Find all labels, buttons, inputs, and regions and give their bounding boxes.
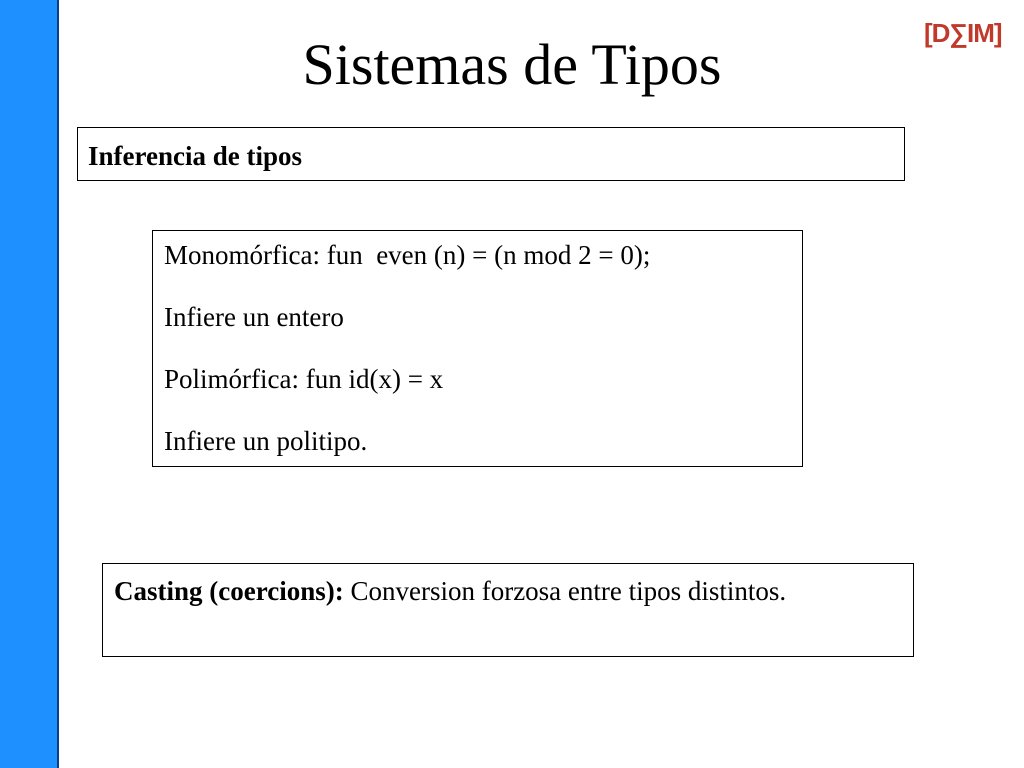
example-line-infers-integer: Infiere un entero bbox=[164, 302, 344, 332]
left-blue-sidebar bbox=[0, 0, 59, 768]
slide-title: Sistemas de Tipos bbox=[302, 32, 722, 97]
example-line-infers-polytype: Infiere un politipo. bbox=[164, 426, 368, 456]
heading-box-text: Inferencia de tipos bbox=[88, 141, 302, 171]
casting-description: Conversion forzosa entre tipos distintos. bbox=[343, 576, 787, 606]
dim-logo: [D∑IM] bbox=[924, 18, 1002, 48]
casting-label: Casting (coercions): bbox=[114, 576, 344, 606]
heading-box bbox=[77, 127, 905, 181]
casting-box bbox=[102, 563, 914, 657]
example-line-polymorphic: Polimórfica: fun id(x) = x bbox=[164, 364, 444, 394]
examples-box bbox=[152, 230, 803, 467]
example-line-monomorphic: Monomórfica: fun even (n) = (n mod 2 = 0); bbox=[164, 240, 651, 270]
